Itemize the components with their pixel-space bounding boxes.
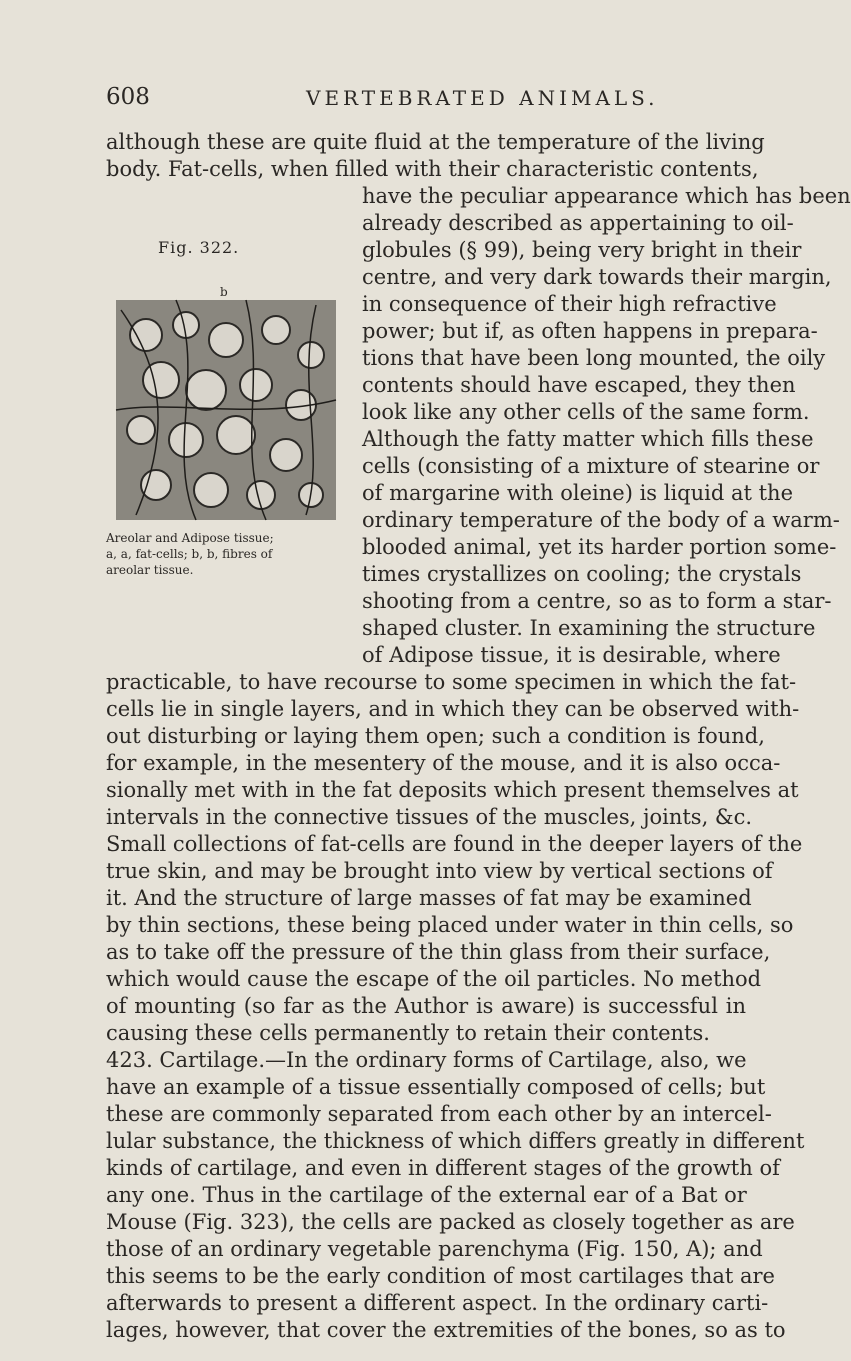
text-line: Although the fatty matter which fills these (362, 427, 814, 451)
text-line: shaped cluster. In examining the structure (362, 616, 816, 640)
text-line: sionally met with in the fat deposits which present themselves at (106, 778, 799, 802)
adipose-tissue-illustration (116, 285, 336, 520)
figure-caption (106, 530, 356, 578)
caption-line: Areolar and Adipose tissue; (106, 531, 274, 545)
running-head: VERTEBRATED ANIMALS. (306, 86, 659, 110)
text-line: cells lie in single layers, and in which they can be observed with- (106, 697, 800, 721)
text-line: true skin, and may be brought into view by vertical sections of (106, 859, 773, 883)
text-line: in consequence of their high refractive (362, 292, 777, 316)
figure-label: Fig. 322. (158, 238, 240, 257)
text-line: ordinary temperature of the body of a warm- (362, 508, 840, 532)
text-line: Mouse (Fig. 323), the cells are packed as closely together as are (106, 1210, 795, 1234)
text-line: globules (§ 99), being very bright in their (362, 238, 802, 262)
text-line: body. Fat-cells, when filled with their characteristic contents, (106, 157, 759, 181)
text-line: power; but if, as often happens in prepara- (362, 319, 818, 343)
text-line: intervals in the connective tissues of the muscles, joints, &c. (106, 805, 753, 829)
text-line: it. And the structure of large masses of fat may be examined (106, 886, 752, 910)
text-line: lular substance, the thickness of which differs greatly in different (106, 1129, 805, 1153)
text-line: times crystallizes on cooling; the crystals (362, 562, 802, 586)
page-number: 608 (106, 84, 150, 110)
text-line: although these are quite fluid at the temperature of the living (106, 130, 765, 154)
text-line: cells (consisting of a mixture of stearine or (362, 454, 820, 478)
text-line: centre, and very dark towards their margin, (362, 265, 832, 289)
text-line: afterwards to present a different aspect. In the ordinary carti- (106, 1291, 769, 1315)
text-line: practicable, to have recourse to some specimen in which the fat- (106, 670, 797, 694)
text-line: contents should have escaped, they then (362, 373, 796, 397)
text-line: lages, however, that cover the extremities of the bones, so as to (106, 1318, 786, 1342)
text-line: kinds of cartilage, and even in different stages of the growth of (106, 1156, 780, 1180)
text-line: of mounting (so far as the Author is aware) is successful in (106, 994, 746, 1018)
text-line: Small collections of fat-cells are found in the deeper layers of the (106, 832, 803, 856)
text-line: look like any other cells of the same form. (362, 400, 810, 424)
fig-letter-b-top: b (220, 285, 228, 299)
text-line: these are commonly separated from each other by an intercel- (106, 1102, 772, 1126)
text-line: shooting from a centre, so as to form a star- (362, 589, 832, 613)
text-line: tions that have been long mounted, the oily (362, 346, 826, 370)
text-line: as to take off the pressure of the thin glass from their surface, (106, 940, 771, 964)
text-line: of margarine with oleine) is liquid at the (362, 481, 793, 505)
caption-line: areolar tissue. (106, 563, 194, 577)
text-line: by thin sections, these being placed under water in thin cells, so (106, 913, 794, 937)
text-line: have the peculiar appearance which has been (362, 184, 851, 208)
page-header (106, 84, 746, 112)
text-line: for example, in the mesentery of the mouse, and it is also occa- (106, 751, 781, 775)
text-line: blooded animal, yet its harder portion some- (362, 535, 837, 559)
text-line: 423. Cartilage.—In the ordinary forms of Cartilage, also, we (106, 1048, 747, 1072)
text-line: have an example of a tissue essentially composed of cells; but (106, 1075, 766, 1099)
caption-line: a, a, fat-cells; b, b, fibres of (106, 547, 273, 561)
text-line: of Adipose tissue, it is desirable, where (362, 643, 781, 667)
text-line: any one. Thus in the cartilage of the external ear of a Bat or (106, 1183, 747, 1207)
text-line: causing these cells permanently to retain their contents. (106, 1021, 710, 1045)
text-line: those of an ordinary vegetable parenchyma (Fig. 150, A); and (106, 1237, 763, 1261)
text-line: this seems to be the early condition of most cartilages that are (106, 1264, 775, 1288)
text-line: which would cause the escape of the oil particles. No method (106, 967, 762, 991)
text-line: already described as appertaining to oil- (362, 211, 794, 235)
text-line: out disturbing or laying them open; such a condition is found, (106, 724, 765, 748)
